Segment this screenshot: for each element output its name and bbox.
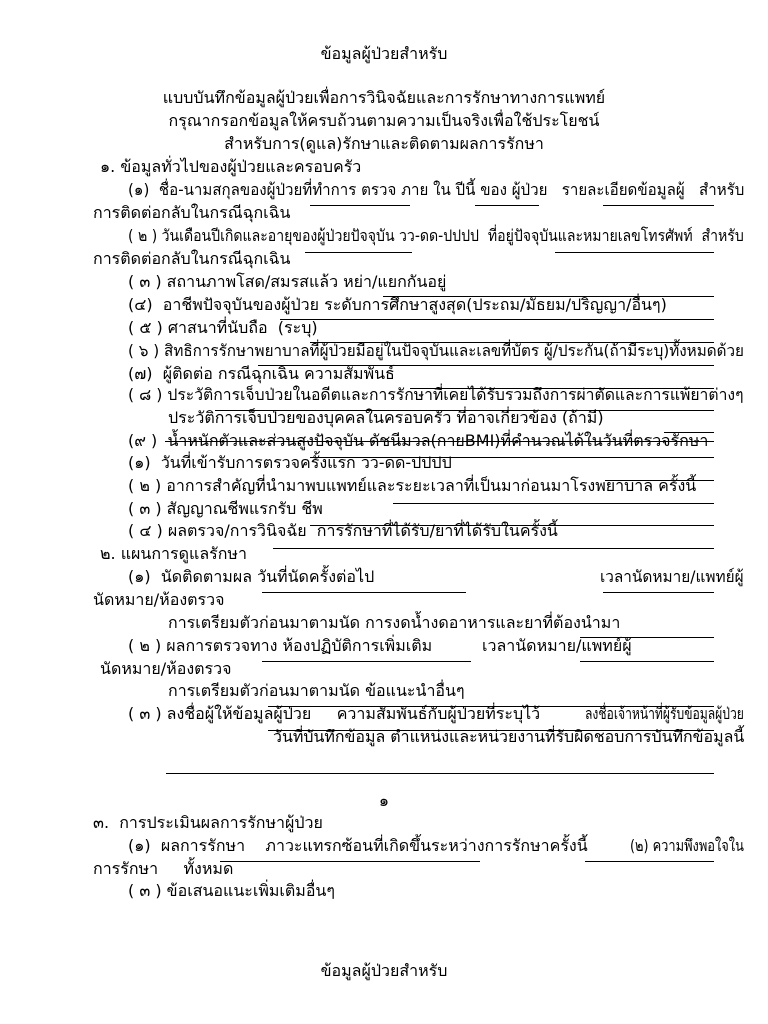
s1-item-10: (๑) วันที่เข้ารับการตรวจครั้งแรก วว-ดด-ปปปป: [128, 453, 452, 472]
s3-item-1-line-1: (๑) ผลการรักษา ภาวะแทรกซ้อนที่เกิดขึ้นระหว่างการรักษาครั้งนี้: [128, 836, 588, 855]
s3-item-1-line-2: การรักษา ทั้งหมด: [93, 859, 234, 878]
page-title: ข้อมูลผู้ป่วยสำหรับ: [320, 44, 448, 63]
intro-line-3: สำหรับการ(ดูแล)รักษาและติดตามผลการรักษา: [224, 134, 544, 153]
s3-item-3: ( ๓ ) ข้อเสนอแนะเพิ่มเติมอื่นๆ: [128, 881, 335, 900]
s2-item-3-line-1: ( ๓ ) ลงชื่อผู้ให้ข้อมูลผู้ป่วย ความสัมพันธ์กับผู้ป่วยที่ระบุไว้: [128, 704, 541, 723]
s1-item-9: (๙ ) น้ำหนักตัวและส่วนสูงปัจจุบัน ดัชนีมวล(กายBMI)ที่คำนวณได้ในวันที่ตรวจรักษา: [128, 431, 709, 450]
intro-line-2: กรุณากรอกข้อมูลให้ครบถ้วนตามความเป็นจริงเพื่อใช้ประโยชน์: [168, 111, 600, 130]
blank-line: [580, 661, 714, 662]
s1-item-3: ( ๓ ) สถานภาพโสด/สมรสแล้ว หย่า/แยกกันอยู่: [128, 272, 447, 291]
blank-line: [268, 730, 714, 731]
blank-line: [475, 205, 539, 206]
blank-line: [280, 319, 714, 320]
s1-item-5: ( ๕ ) ศาสนาที่นับถือ (ระบุ): [128, 318, 318, 337]
blank-line: [603, 592, 714, 593]
blank-line: [268, 706, 714, 707]
signature-line: [166, 773, 714, 774]
s2-item-2-line-2: นัดหมาย/ห้องตรวจ: [100, 659, 232, 678]
s2-item-2-tail: เวลานัดหมาย/แพทย์ผู้: [482, 636, 632, 655]
blank-line: [220, 861, 480, 862]
s1-item-1-line-1: (๑) ชื่อ-นามสกุลของผู้ป่วยที่ทำการ ตรวจ ภาย ใน ปีนี้ ของ ผู้ป่วย รายละเอียดข้อมูลผู้ สำหรับ: [128, 180, 745, 199]
s1-item-8-line-1: ( ๘ ) ประวัติการเจ็บป่วยในอดีตและการรักษาที่เคยได้รับรวมถึงการผ่าตัดและการแพ้ยาต่างๆ: [128, 385, 744, 404]
s3-item-1-tail: (๒) ความพึงพอใจใน: [630, 836, 744, 855]
s2-item-3-tail: ลงชื่อเจ้าหน้าที่ผู้รับข้อมูลผู้ป่วย: [585, 704, 744, 723]
s1-item-2-line-1: ( ๒ ) วันเดือนปีเกิดและอายุของผู้ป่วยปัจจุบัน วว-ดด-ปปปป ที่อยู่ปัจจุบันและหมายเลขโทรศัพท์ สำหรับ: [128, 226, 744, 245]
blank-line: [165, 441, 714, 442]
s2-item-2-line-1: ( ๒ ) ผลการตรวจทาง ห้องปฏิบัติการเพิ่มเติม: [128, 636, 433, 655]
s2-item-2-line-3: การเตรียมตัวก่อนมาตามนัด ข้อแนะนำอื่นๆ: [168, 681, 465, 700]
intro-line-1: แบบบันทึกข้อมูลผู้ป่วยเพื่อการวินิจฉัยและการรักษาทางการแพทย์: [162, 88, 606, 107]
s1-item-13: ( ๔ ) ผลตรวจ/การวินิจฉัย การรักษาที่ได้รับ/ยาที่ได้รับในครั้งนี้: [128, 521, 558, 540]
blank-line: [305, 252, 412, 253]
blank-line: [555, 252, 714, 253]
s1-item-8-line-2: ประวัติการเจ็บป่วยของบุคคลในครอบครัว ที่อาจเกี่ยวข้อง (ถ้ามี): [168, 408, 604, 427]
s1-item-4: (๔) อาชีพปัจจุบันของผู้ป่วย ระดับการศึกษาสูงสุด(ประถม/มัธยม/ปริญญา/อื่นๆ): [128, 295, 667, 314]
blank-line: [605, 480, 714, 481]
blank-line: [215, 410, 714, 411]
s2-item-3-line-2: วันที่บันทึกข้อมูล ตำแหน่งและหน่วยงานที่รับผิดชอบการบันทึกข้อมูลนี้: [273, 727, 745, 746]
s2-item-1-line-1: (๑) นัดติดตามผล วันที่นัดครั้งต่อไป: [128, 567, 375, 586]
footer-title: ข้อมูลผู้ป่วยสำหรับ: [320, 961, 448, 980]
blank-line: [393, 503, 714, 504]
blank-line: [262, 661, 471, 662]
blank-line: [262, 592, 466, 593]
s2-item-1-line-3: การเตรียมตัวก่อนมาตามนัด การงดน้ำงดอาหารและยาที่ต้องนำมา: [168, 613, 621, 632]
blank-line: [580, 637, 714, 638]
blank-line: [310, 457, 714, 458]
blank-line: [273, 548, 714, 549]
s1-item-2-line-2: การติดต่อกลับในกรณีฉุกเฉิน: [93, 249, 291, 268]
section-3-heading: ๓. การประเมินผลการรักษาผู้ป่วย: [93, 813, 323, 832]
s1-item-11: ( ๒ ) อาการสำคัญที่นำมาพบแพทย์และระยะเวลาที่เป็นมาก่อนมาโรงพยาบาล ครั้งนี้: [128, 476, 697, 495]
s2-item-1-line-2: นัดหมาย/ห้องตรวจ: [93, 590, 225, 609]
s1-item-7: (๗) ผู้ติดต่อ กรณีฉุกเฉิน ความสัมพันธ์: [128, 364, 395, 383]
blank-line: [585, 861, 714, 862]
blank-line: [603, 205, 714, 206]
separator-mark: ๑: [378, 791, 390, 810]
section-1-heading: ๑. ข้อมูลทั่วไปของผู้ป่วยและครอบครัว: [100, 157, 362, 176]
blank-line: [310, 205, 410, 206]
s1-item-1-line-2: การติดต่อกลับในกรณีฉุกเฉิน: [93, 203, 291, 222]
section-2-heading: ๒. แผนการดูแลรักษา: [100, 544, 247, 563]
s2-item-1-tail: เวลานัดหมาย/แพทย์ผู้: [600, 567, 744, 586]
s1-item-6: ( ๖ ) สิทธิการรักษาพยาบาลที่ผู้ป่วยมีอยู่ในปัจจุบันและเลขที่บัตร ผู้/ประกัน(ถ้ามีระบุ)ทั้งหมดด้วย: [128, 341, 744, 360]
s1-item-12: ( ๓ ) สัญญาณชีพแรกรับ ชีพ: [128, 499, 323, 518]
blank-line: [310, 525, 714, 526]
